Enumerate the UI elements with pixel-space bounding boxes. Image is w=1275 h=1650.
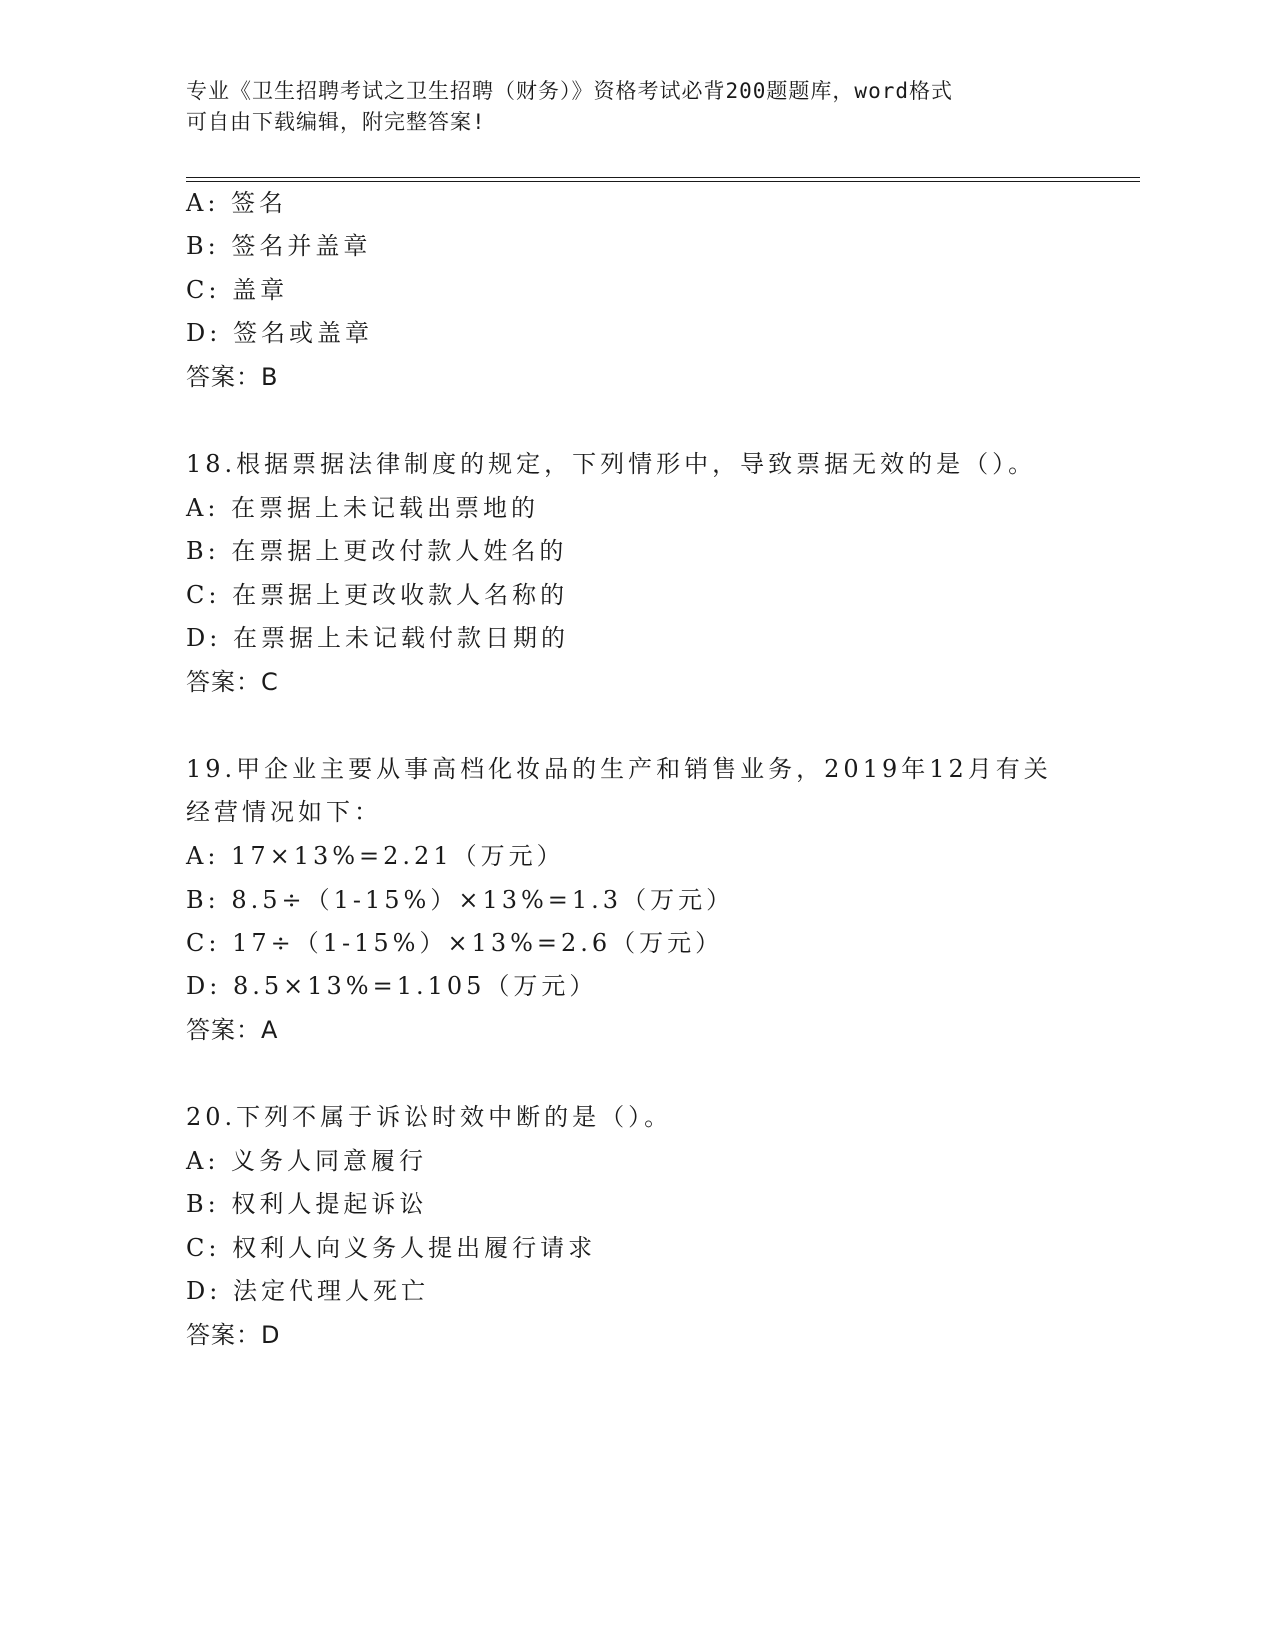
q19-option-b: B: 8.5÷（1-15%）×13%=1.3（万元） [186,886,735,914]
document-header [186,76,1086,138]
q19-option-a: A: 17×13%=2.21（万元） [186,842,565,870]
q17-option-a: A: 签名 [186,189,288,217]
q20-option-a: A: 义务人同意履行 [186,1147,428,1175]
q18-option-b: B: 在票据上更改付款人姓名的 [186,537,568,565]
q18-option-a: A: 在票据上未记载出票地的 [186,494,540,522]
q20-answer: 答案：D [186,1321,281,1349]
q20-question: 20.下列不属于诉讼时效中断的是（）。 [186,1103,673,1131]
header-divider-bottom [186,181,1140,182]
q20-option-b: B: 权利人提起诉讼 [186,1190,428,1218]
q17-option-c: C: 盖章 [186,276,289,304]
q20-option-d: D: 法定代理人死亡 [186,1277,429,1305]
q17-option-d: D: 签名或盖章 [186,319,373,347]
q17-answer: 答案：B [186,363,279,391]
q18-option-c: C: 在票据上更改收款人名称的 [186,581,569,609]
q19-answer: 答案：A [186,1016,279,1044]
q19-option-d: D: 8.5×13%=1.105（万元） [186,972,598,1000]
q18-answer: 答案：C [186,668,279,696]
q17-option-b: B: 签名并盖章 [186,232,372,260]
header-line-1: 专业《卫生招聘考试之卫生招聘（财务）》资格考试必背200题题库，word格式 [186,79,953,103]
q18-question: 18.根据票据法律制度的规定，下列情形中，导致票据无效的是（）。 [186,450,1037,478]
q18-option-d: D: 在票据上未记载付款日期的 [186,624,569,652]
q19-option-c: C: 17÷（1-15%）×13%=2.6（万元） [186,929,724,957]
q19-question-line-1: 19.甲企业主要从事高档化妆品的生产和销售业务，2019年12月有关 [186,755,1052,783]
header-line-2: 可自由下载编辑，附完整答案! [186,110,486,134]
header-divider-top [186,177,1140,178]
q20-option-c: C: 权利人向义务人提出履行请求 [186,1234,597,1262]
q19-question-line-2: 经营情况如下： [186,798,382,826]
